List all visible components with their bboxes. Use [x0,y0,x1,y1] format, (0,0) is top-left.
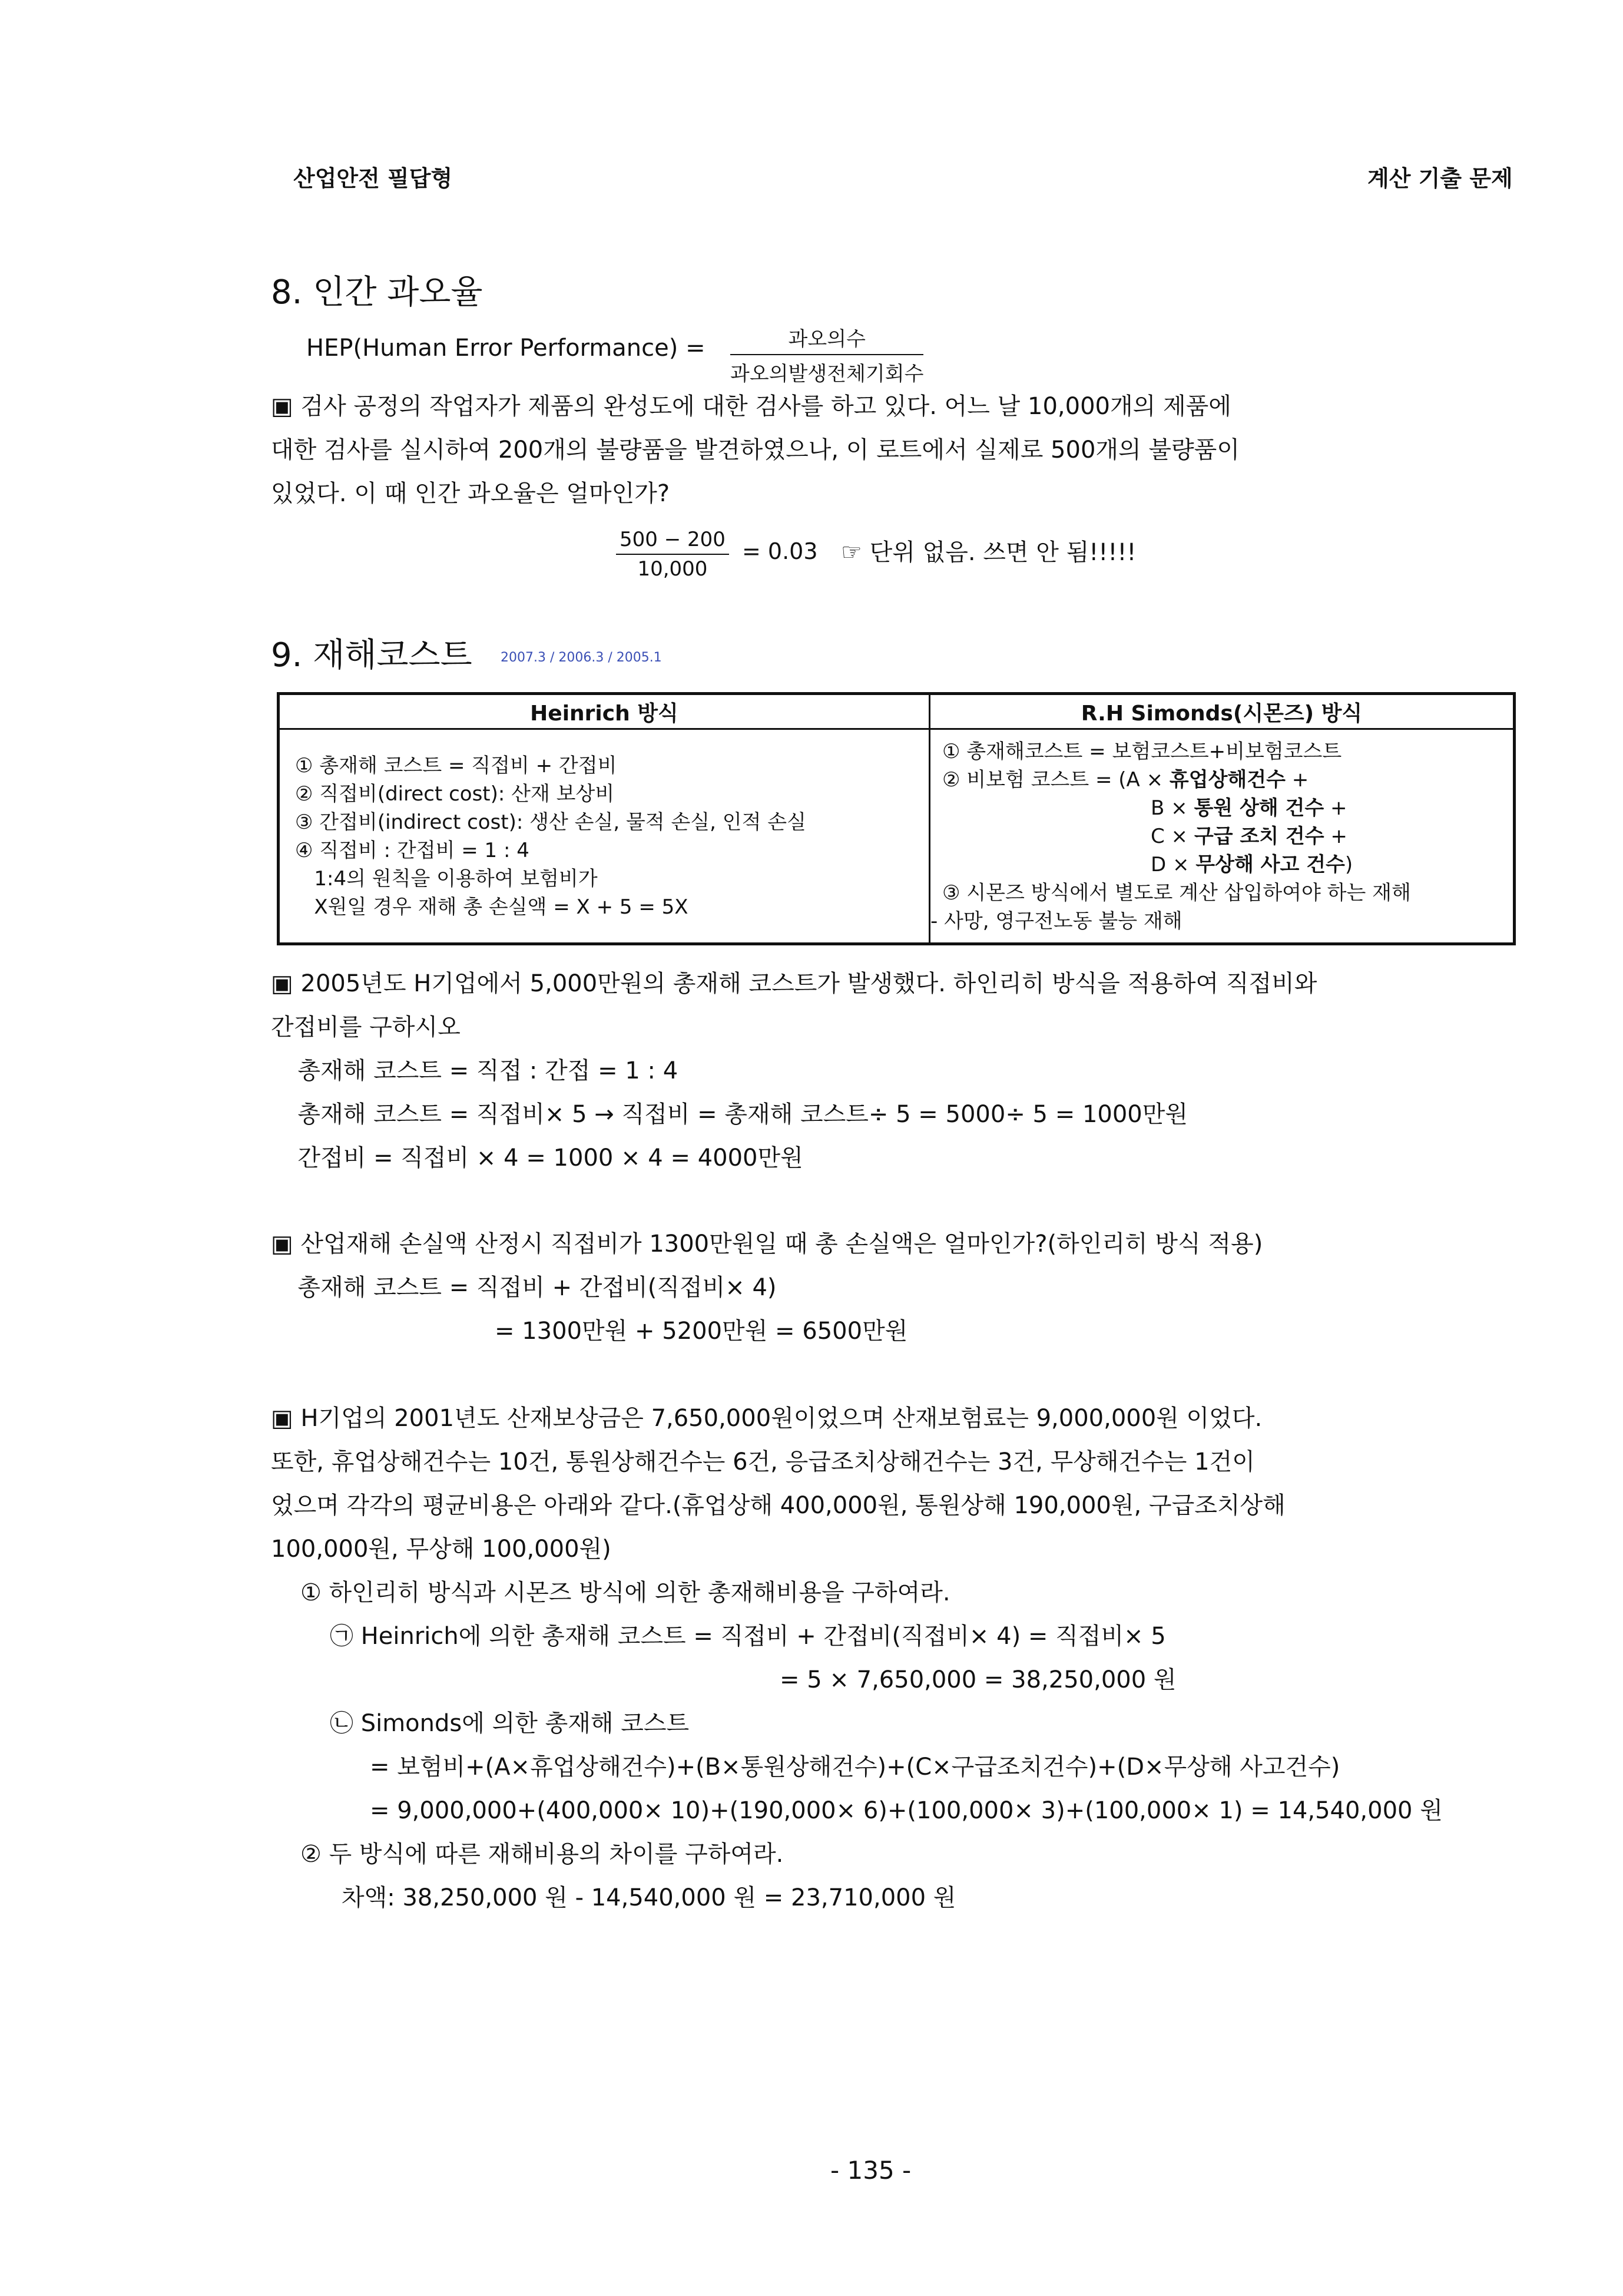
page-number: - 135 - [830,2156,912,2185]
simonds-line: ① 총재해코스트 = 보험코스트+비보험코스트 [942,739,1342,763]
exam-dates: 2007.3 / 2006.3 / 2005.1 [501,650,662,665]
q3-line: ① 하인리히 방식과 시몬즈 방식에 의한 총재해비용을 구하여라. [300,1579,950,1606]
q8-answer-result: = 0.03 [742,538,818,564]
q3-line: = 9,000,000+(400,000× 10)+(190,000× 6)+(100,000× 3)+(100,000× 1) = 14,540,000 원 [370,1797,1443,1824]
heinrich-line: 1:4의 원칙을 이용하여 보험비가 [295,866,598,891]
q1-line: 간접비를 구하시오 [271,1014,461,1041]
heinrich-line: ② 직접비(direct cost): 산재 보상비 [295,782,615,806]
heinrich-line: ③ 간접비(indirect cost): 생산 손실, 물적 손실, 인적 손실 [295,810,806,834]
q1-line: 총재해 코스트 = 직접비× 5 → 직접비 = 총재해 코스트÷ 5 = 5000÷ 5 = 1000만원 [283,1101,1188,1128]
heinrich-line: X원일 경우 재해 총 손실액 = X + 5 = 5X [295,895,688,919]
q3-line: ㉡ Simonds에 의한 총재해 코스트 [330,1710,690,1737]
hep-denominator: 과오의발생전체기회수 [730,362,924,386]
q1-line: 총재해 코스트 = 직접 : 간접 = 1 : 4 [283,1057,678,1084]
q8-answer-note: ☞ 단위 없음. 쓰면 안 됨!!!!! [841,539,1137,566]
header-left: 산업안전 필답형 [293,166,453,191]
simonds-line: ③ 시몬즈 방식에서 별도로 계산 삽입하여야 하는 재해 [942,881,1411,905]
simonds-line: - 사망, 영구전노동 불능 재해 [930,909,1183,933]
q8-answer-numerator: 500 − 200 [616,528,729,555]
q3-line: = 5 × 7,650,000 = 38,250,000 원 [780,1666,1177,1693]
q2-line: = 1300만원 + 5200만원 = 6500만원 [495,1318,908,1345]
simonds-line: ② 비보험 코스트 = (A × 휴업상해건수 + [942,767,1309,792]
hep-formula-fraction [730,323,923,386]
header-right: 계산 기출 문제 [1367,166,1513,191]
heinrich-line: ① 총재해 코스트 = 직접비 + 간접비 [295,753,617,778]
hep-formula-label: HEP(Human Error Performance) = [306,335,705,362]
q3-line: 었으며 각각의 평균비용은 아래와 같다.(휴업상해 400,000원, 통원상해 190,000원, 구급조치상해 [271,1492,1286,1519]
q1-line: 간접비 = 직접비 × 4 = 1000 × 4 = 4000만원 [283,1144,803,1172]
q1-line: ▣ 2005년도 H기업에서 5,000만원의 총재해 코스트가 발생했다. 하인리히 방식을 적용하여 직접비와 [271,970,1317,997]
section-9-title: 9. 재해코스트 [271,636,472,674]
hep-numerator: 과오의수 [730,323,923,355]
q3-line: 100,000원, 무상해 100,000원) [271,1536,611,1563]
q8-line-1: ▣ 검사 공정의 작업자가 제품의 완성도에 대한 검사를 하고 있다. 어느 날 10,000개의 제품에 [271,393,1231,420]
q8-line-2: 대한 검사를 실시하여 200개의 불량품을 발견하였으나, 이 로트에서 실제로 500개의 불량품이 [271,436,1240,464]
q3-line: ② 두 방식에 따른 재해비용의 차이를 구하여라. [300,1841,784,1868]
heinrich-cell [279,729,930,944]
q8-answer-denominator: 10,000 [637,557,708,581]
q3-line: ㉠ Heinrich에 의한 총재해 코스트 = 직접비 + 간접비(직접비× 4) = 직접비× 5 [330,1623,1166,1650]
simonds-line: D × 무상해 사고 건수) [1151,852,1353,876]
q2-line: ▣ 산업재해 손실액 산정시 직접비가 1300만원일 때 총 손실액은 얼마인가?(하인리히 방식 적용) [271,1230,1263,1258]
q3-line: 차액: 38,250,000 원 - 14,540,000 원 = 23,710,000 원 [342,1884,956,1911]
q3-line: 또한, 휴업상해건수는 10건, 통원상해건수는 6건, 응급조치상해건수는 3건, 무상해건수는 1건이 [271,1448,1255,1475]
simonds-line: C × 구급 조치 건수 + [1151,824,1347,848]
q3-line: ▣ H기업의 2001년도 산재보상금은 7,650,000원이었으며 산재보험료는 9,000,000원 이었다. [271,1405,1263,1432]
q8-line-3: 있었다. 이 때 인간 과오율은 얼마인가? [271,480,670,507]
heinrich-header: Heinrich 방식 [279,694,930,729]
q3-line: = 보험비+(A×휴업상해건수)+(B×통원상해건수)+(C×구급조치건수)+(D×무상해 사고건수) [370,1754,1340,1781]
simonds-cell [930,729,1515,944]
simonds-line: B × 통원 상해 건수 + [1151,796,1347,820]
simonds-header: R.H Simonds(시몬즈) 방식 [930,694,1515,729]
cost-comparison-table [277,692,1516,945]
section-8-title: 8. 인간 과오율 [271,273,483,312]
q8-answer-fraction [616,528,729,581]
heinrich-line: ④ 직접비 : 간접비 = 1 : 4 [295,838,529,862]
q2-line: 총재해 코스트 = 직접비 + 간접비(직접비× 4) [283,1274,777,1301]
